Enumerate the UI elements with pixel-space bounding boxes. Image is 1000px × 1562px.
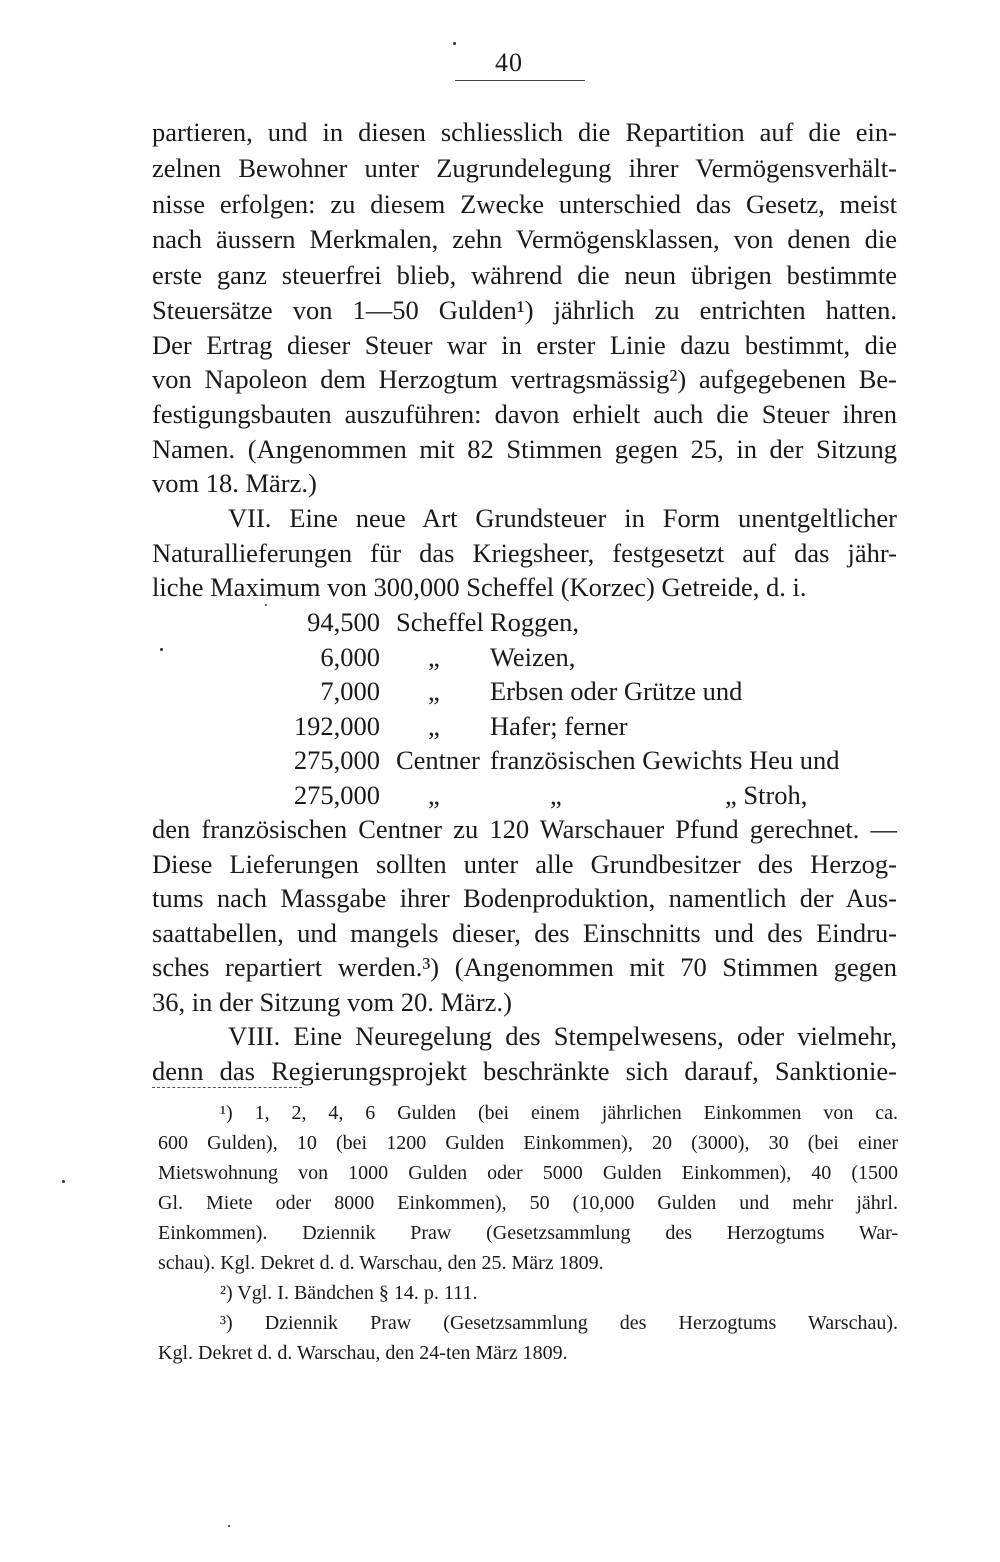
print-speck	[453, 42, 456, 45]
text-line: nach äussern Merkmalen, zehn Vermögensklassen, von denen die	[152, 224, 897, 254]
section-heading-viii: VIII. Eine Neuregelung des Stempelwesens, oder vielmehr,	[228, 1021, 897, 1051]
print-speck	[228, 1525, 230, 1527]
unit-cell: „	[428, 711, 440, 741]
unit-cell: „	[428, 780, 440, 810]
text-line: Naturallieferungen für das Kriegsheer, festgesetzt auf das jähr-	[152, 538, 897, 568]
item-cell: Erbsen oder Grütze und	[490, 676, 743, 706]
text-line: liche Maximum von 300,000 Scheffel (Korzec) Getreide, d. i.	[152, 572, 807, 602]
footnote-separator	[152, 1087, 302, 1088]
footnote-line: Mietswohnung von 1000 Gulden oder 5000 Gulden Einkommen), 40 (1500	[158, 1162, 898, 1184]
footnote-line: Kgl. Dekret d. d. Warschau, den 24-ten März 1809.	[158, 1342, 568, 1364]
footnote-line: Gl. Miete oder 8000 Einkommen), 50 (10,000 Gulden und mehr jährl.	[158, 1192, 898, 1214]
item-cell: Hafer; ferner	[490, 711, 628, 741]
section-heading-vii: VII. Eine neue Art Grundsteuer in Form unentgeltlicher	[228, 503, 897, 533]
text-line: erste ganz steuerfrei blieb, während die neun übrigen bestimmte	[152, 260, 897, 290]
text-line: vom 18. März.)	[152, 468, 317, 498]
text-line: denn das Regierungsprojekt beschränkte sich darauf, Sanktionie-	[152, 1056, 897, 1086]
item-cell: „ Stroh,	[725, 780, 808, 810]
text-line: festigungsbauten auszuführen: davon erhielt auch die Steuer ihren	[152, 399, 897, 429]
footnote-2: ²) Vgl. I. Bändchen § 14. p. 111.	[220, 1282, 478, 1304]
item-cell: französischen Gewichts Heu und	[490, 745, 840, 775]
amount-cell: 275,000	[293, 745, 380, 775]
text-line: tums nach Massgabe ihrer Bodenproduktion, namentlich der Aus-	[152, 883, 897, 913]
footnote-line: schau). Kgl. Dekret d. d. Warschau, den 25. März 1809.	[158, 1252, 604, 1274]
text-line: Diese Lieferungen sollten unter alle Grundbesitzer des Herzog-	[152, 849, 897, 879]
text-line: zelnen Bewohner unter Zugrundelegung ihrer Vermögensverhält-	[152, 153, 897, 183]
unit-cell: „	[428, 676, 440, 706]
text-line: den französischen Centner zu 120 Warschauer Pfund gerechnet. —	[152, 814, 897, 844]
amount-cell: 192,000	[293, 711, 380, 741]
text-line: Steuersätze von 1—50 Gulden¹) jährlich zu entrichten hatten.	[152, 295, 897, 325]
item-cell: Weizen,	[490, 642, 576, 672]
text-line: sches repartiert werden.³) (Angenommen mit 70 Stimmen gegen	[152, 952, 897, 982]
text-line: 36, in der Sitzung vom 20. März.)	[152, 987, 512, 1017]
amount-cell: 94,500	[307, 607, 380, 637]
amount-cell: 275,000	[293, 780, 380, 810]
print-speck	[265, 604, 267, 606]
item-cell: Roggen,	[490, 607, 580, 637]
footnote-line: 600 Gulden), 10 (bei 1200 Gulden Einkommen), 20 (3000), 30 (bei einer	[158, 1132, 898, 1154]
footnote-line: Einkommen). Dziennik Praw (Gesetzsammlung des Herzogtums War-	[158, 1222, 898, 1244]
text-line: von Napoleon dem Herzogtum vertragsmässig²) aufgegebenen Be-	[152, 364, 897, 394]
text-line: nisse erfolgen: zu diesem Zwecke unterschied das Gesetz, meist	[152, 189, 897, 219]
amount-cell: 7,000	[320, 676, 380, 706]
text-line: saattabellen, und mangels dieser, des Einschnitts und des Eindru-	[152, 918, 897, 948]
footnote-3: ³) Dziennik Praw (Gesetzsammlung des Herzogtums Warschau).	[220, 1312, 898, 1334]
print-speck	[62, 1180, 65, 1183]
print-speck	[160, 648, 163, 651]
footnote-1: ¹) 1, 2, 4, 6 Gulden (bei einem jährlichen Einkommen von ca.	[220, 1102, 898, 1124]
text-line: Der Ertrag dieser Steuer war in erster Linie dazu bestimmt, die	[152, 330, 897, 360]
page-number: 40	[495, 48, 523, 77]
text-line: partieren, und in diesen schliesslich die Repartition auf die ein-	[152, 117, 897, 147]
unit-cell: „	[428, 642, 440, 672]
amount-cell: 6,000	[320, 642, 380, 672]
unit-cell: Centner	[396, 745, 480, 775]
text-line: Namen. (Angenommen mit 82 Stimmen gegen 25, in der Sitzung	[152, 434, 897, 464]
unit-cell: Scheffel	[396, 607, 484, 637]
header-rule	[455, 80, 585, 81]
ditto-cell: „	[550, 780, 562, 810]
